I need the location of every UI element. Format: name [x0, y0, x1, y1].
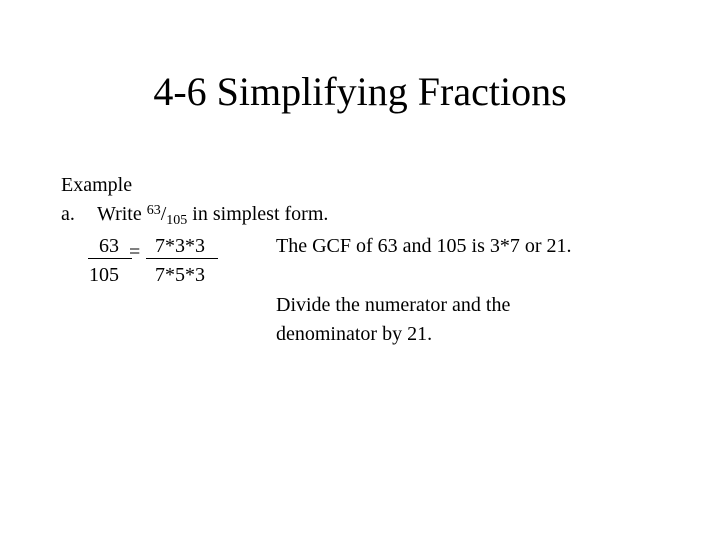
problem-lead: Write [97, 203, 142, 225]
right-numerator: 7*3*3 [155, 235, 205, 257]
problem-label: a. [61, 203, 75, 225]
problem-numerator: 63 [146, 203, 161, 218]
right-fraction-bar [146, 258, 218, 259]
problem-slash: / [160, 203, 167, 225]
gcf-note: The GCF of 63 and 105 is 3*7 or 21. [276, 235, 572, 257]
problem-denominator: 105 [166, 213, 188, 228]
example-heading: Example [61, 174, 133, 196]
divide-note-line2: denominator by 21. [276, 323, 433, 345]
slide-title: 4-6 Simplifying Fractions [153, 69, 567, 114]
right-denominator: 7*5*3 [155, 264, 205, 286]
left-denominator: 105 [89, 264, 119, 286]
equals-sign: = [129, 241, 141, 263]
divide-note-line1: Divide the numerator and the [276, 294, 511, 316]
problem-tail: in simplest form. [192, 203, 329, 225]
left-numerator: 63 [99, 235, 119, 257]
left-fraction-bar [88, 258, 132, 259]
problem-statement [97, 202, 328, 229]
